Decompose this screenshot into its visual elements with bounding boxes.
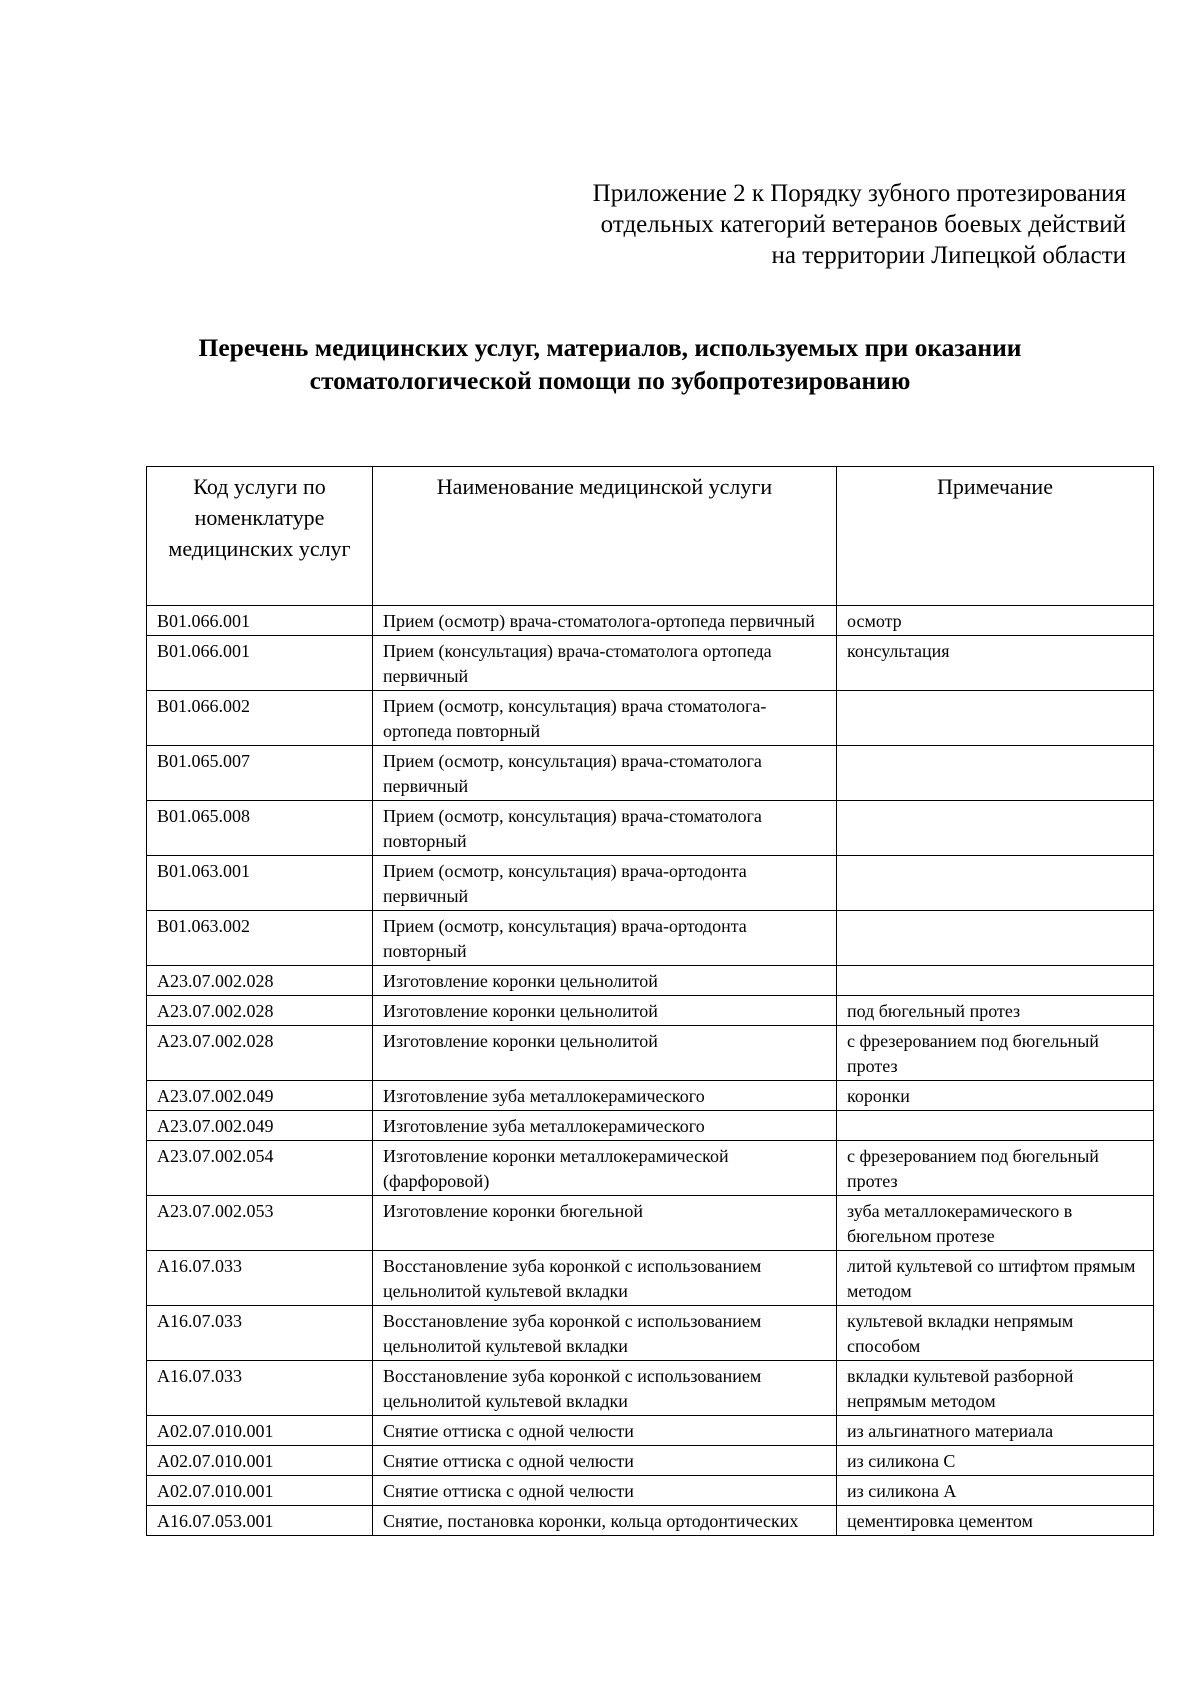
- table-row: [147, 856, 1154, 911]
- cell-code: B01.066.002: [147, 691, 373, 746]
- cell-code: A23.07.002.054: [147, 1141, 373, 1196]
- table-row: [147, 1251, 1154, 1306]
- table-header-row: [147, 467, 1154, 606]
- cell-code: A02.07.010.001: [147, 1476, 373, 1506]
- table-row: [147, 1196, 1154, 1251]
- cell-note: под бюгельный протез: [837, 996, 1154, 1026]
- cell-name: Снятие, постановка коронки, кольца ортодонтических: [373, 1506, 837, 1536]
- table-row: [147, 746, 1154, 801]
- cell-note: [837, 966, 1154, 996]
- cell-name: Изготовление коронки цельнолитой: [373, 966, 837, 996]
- table-row: [147, 1506, 1154, 1536]
- cell-note: из силикона С: [837, 1446, 1154, 1476]
- cell-code: B01.066.001: [147, 636, 373, 691]
- cell-code: A23.07.002.053: [147, 1196, 373, 1251]
- document-title: [150, 331, 1070, 397]
- cell-note: коронки: [837, 1081, 1154, 1111]
- cell-name: Восстановление зуба коронкой с использованием цельнолитой культевой вкладки: [373, 1251, 837, 1306]
- cell-code: A23.07.002.049: [147, 1111, 373, 1141]
- cell-note: зуба металлокерамического в бюгельном протезе: [837, 1196, 1154, 1251]
- cell-note: культевой вкладки непрямым способом: [837, 1306, 1154, 1361]
- cell-name: Изготовление коронки цельнолитой: [373, 996, 837, 1026]
- cell-name: Изготовление коронки цельнолитой: [373, 1026, 837, 1081]
- cell-name: Прием (консультация) врача-стоматолога ортопеда первичный: [373, 636, 837, 691]
- cell-code: A16.07.053.001: [147, 1506, 373, 1536]
- cell-note: цементировка цементом: [837, 1506, 1154, 1536]
- table-row: [147, 801, 1154, 856]
- cell-note: с фрезерованием под бюгельный протез: [837, 1026, 1154, 1081]
- cell-code: A16.07.033: [147, 1361, 373, 1416]
- cell-name: Снятие оттиска с одной челюсти: [373, 1446, 837, 1476]
- cell-code: A02.07.010.001: [147, 1416, 373, 1446]
- cell-code: A02.07.010.001: [147, 1446, 373, 1476]
- cell-name: Изготовление коронки металлокерамической (фарфоровой): [373, 1141, 837, 1196]
- cell-name: Прием (осмотр, консультация) врача-ортодонта повторный: [373, 911, 837, 966]
- table-row: [147, 606, 1154, 636]
- cell-name: Восстановление зуба коронкой с использованием цельнолитой культевой вкладки: [373, 1361, 837, 1416]
- cell-name: Изготовление коронки бюгельной: [373, 1196, 837, 1251]
- cell-name: Изготовление зуба металлокерамического: [373, 1111, 837, 1141]
- table-row: [147, 996, 1154, 1026]
- cell-note: вкладки культевой разборной непрямым методом: [837, 1361, 1154, 1416]
- cell-note: осмотр: [837, 606, 1154, 636]
- header-code: Код услуги по номенклатуре медицинских услуг: [147, 467, 373, 606]
- cell-code: A16.07.033: [147, 1251, 373, 1306]
- cell-name: Прием (осмотр, консультация) врача-ортодонта первичный: [373, 856, 837, 911]
- appendix-line-3: на территории Липецкой области: [771, 242, 1126, 269]
- table-row: [147, 691, 1154, 746]
- header-note: Примечание: [837, 467, 1154, 606]
- document-title-line-1: Перечень медицинских услуг, материалов, используемых при оказании: [198, 333, 1022, 362]
- header-name: Наименование медицинской услуги: [373, 467, 837, 606]
- cell-code: B01.066.001: [147, 606, 373, 636]
- cell-name: Изготовление зуба металлокерамического: [373, 1081, 837, 1111]
- appendix-line-1: Приложение 2 к Порядку зубного протезирования: [592, 180, 1126, 207]
- table-row: [147, 966, 1154, 996]
- cell-name: Снятие оттиска с одной челюсти: [373, 1476, 837, 1506]
- table-row: [147, 1476, 1154, 1506]
- cell-note: с фрезерованием под бюгельный протез: [837, 1141, 1154, 1196]
- table-row: [147, 636, 1154, 691]
- cell-name: Прием (осмотр, консультация) врача-стоматолога повторный: [373, 801, 837, 856]
- table-row: [147, 1446, 1154, 1476]
- cell-note: из альгинатного материала: [837, 1416, 1154, 1446]
- table-row: [147, 1361, 1154, 1416]
- services-table: [146, 466, 1154, 1536]
- table-row: [147, 1306, 1154, 1361]
- table-row: [147, 911, 1154, 966]
- document-title-line-2: стоматологической помощи по зубопротезированию: [309, 366, 911, 395]
- cell-name: Прием (осмотр, консультация) врача стоматолога-ортопеда повторный: [373, 691, 837, 746]
- cell-code: A23.07.002.028: [147, 1026, 373, 1081]
- cell-note: [837, 911, 1154, 966]
- cell-code: A23.07.002.028: [147, 966, 373, 996]
- cell-code: B01.063.002: [147, 911, 373, 966]
- cell-note: [837, 856, 1154, 911]
- cell-name: Прием (осмотр) врача-стоматолога-ортопеда первичный: [373, 606, 837, 636]
- cell-note: [837, 801, 1154, 856]
- cell-code: B01.065.008: [147, 801, 373, 856]
- table-row: [147, 1026, 1154, 1081]
- cell-code: A23.07.002.028: [147, 996, 373, 1026]
- cell-note: [837, 1111, 1154, 1141]
- cell-note: из силикона А: [837, 1476, 1154, 1506]
- cell-code: B01.065.007: [147, 746, 373, 801]
- table-row: [147, 1416, 1154, 1446]
- cell-code: B01.063.001: [147, 856, 373, 911]
- table-row: [147, 1141, 1154, 1196]
- table-body: [147, 606, 1154, 1536]
- cell-name: Восстановление зуба коронкой с использованием цельнолитой культевой вкладки: [373, 1306, 837, 1361]
- cell-name: Прием (осмотр, консультация) врача-стоматолога первичный: [373, 746, 837, 801]
- cell-note: [837, 691, 1154, 746]
- cell-code: A23.07.002.049: [147, 1081, 373, 1111]
- cell-note: консультация: [837, 636, 1154, 691]
- appendix-line-2: отдельных категорий ветеранов боевых действий: [600, 211, 1126, 238]
- appendix-note: [593, 178, 1126, 271]
- cell-note: литой культевой со штифтом прямым методом: [837, 1251, 1154, 1306]
- cell-note: [837, 746, 1154, 801]
- table-row: [147, 1111, 1154, 1141]
- cell-name: Снятие оттиска с одной челюсти: [373, 1416, 837, 1446]
- table-row: [147, 1081, 1154, 1111]
- cell-code: A16.07.033: [147, 1306, 373, 1361]
